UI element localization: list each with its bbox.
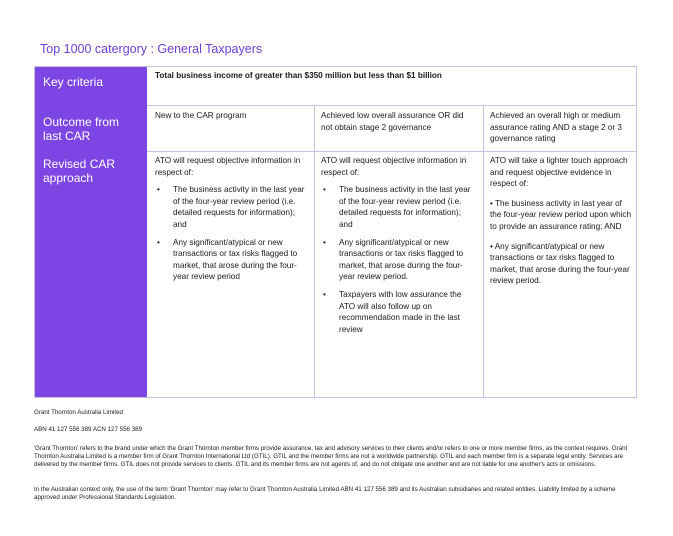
approach-bullet-list (155, 184, 307, 283)
page-title: Top 1000 catergory : General Taxpayers (40, 42, 263, 56)
approach-point: • Any significant/atypical or new transactions or tax risks flagged to market, that arose during the four-year review period. (490, 241, 630, 286)
approach-point: • The business activity in last year of the four-year review period upon which to provide an assurance rating; AND (490, 198, 632, 231)
approach-bullet-list (321, 184, 476, 335)
bullet-item: • The business activity in the last year of the four-year review period (i.e. detailed requests for information); and (321, 184, 476, 230)
column-divider (483, 105, 484, 397)
footer-abn: ABN 41 127 556 389 ACN 127 556 389 (34, 426, 143, 433)
row-label-column (35, 67, 147, 397)
outcome-cell: Achieved low overall assurance OR did not obtain stage 2 governance (321, 111, 464, 132)
bullet-item: • Any significant/atypical or new transactions or tax risks flagged to market, that arose during the four-year review period (155, 237, 307, 283)
criteria-table (34, 66, 637, 398)
bullet-item: • The business activity in the last year of the four-year review period (i.e. detailed requests for information); and (155, 184, 307, 230)
approach-cell-new (155, 155, 307, 289)
row-divider (147, 151, 636, 152)
label-revised-approach: Revised CAR approach (43, 157, 116, 185)
key-criteria-text: Total business income of greater than $350 million but less than $1 billion (155, 71, 442, 80)
bullet-item: • Taxpayers with low assurance the ATO will also follow up on recommendation made in the last review (321, 289, 476, 335)
bullet-item: • Any significant/atypical or new transactions or tax risks flagged to market, that arose during the four-year review period. (321, 237, 476, 283)
approach-cell-low-assurance (321, 155, 476, 341)
footer-disclaimer: 'Grant Thornton' refers to the brand under which the Grant Thornton member firms provide assurance, tax and advisory services to their clients and/or refers to one or more member firms, as the context requires. Grant Thornton Australia Limited is a member firm of Grant Thornton International Ltd (GTIL). GTIL and the member firms are not a worldwide partnership. GTIL and each member firm is a separate legal entity. Services are delivered by the member firms. GTIL does not provide services to clients. GTIL and its member firms are not agents of, and do not obligate one another and are not liable for one another's acts or omissions. (34, 445, 628, 468)
footer-liability: In the Australian context only, the use of the term 'Grant Thornton' may refer to Grant Thornton Australia Limited ABN 41 127 556 389 and its Australian subsidiaries and related entities. Liability limited by a scheme approved under Professional Standards Legislation. (34, 486, 616, 501)
footer-company: Grant Thornton Australia Limited (34, 409, 123, 416)
approach-intro: ATO will request objective information in respect of: (155, 156, 301, 177)
label-outcome: Outcome from last CAR (43, 115, 120, 143)
outcome-cell: Achieved an overall high or medium assurance rating AND a stage 2 or 3 governance rating (490, 111, 622, 144)
outcome-cell: New to the CAR program (155, 111, 247, 120)
approach-intro: ATO will take a lighter touch approach and request objective evidence in respect of: (490, 156, 628, 189)
label-key-criteria: Key criteria (43, 75, 104, 89)
row-divider (147, 105, 636, 106)
approach-intro: ATO will request objective information in respect of: (321, 156, 467, 177)
approach-cell-high-assurance (490, 155, 634, 287)
column-divider (314, 105, 315, 397)
